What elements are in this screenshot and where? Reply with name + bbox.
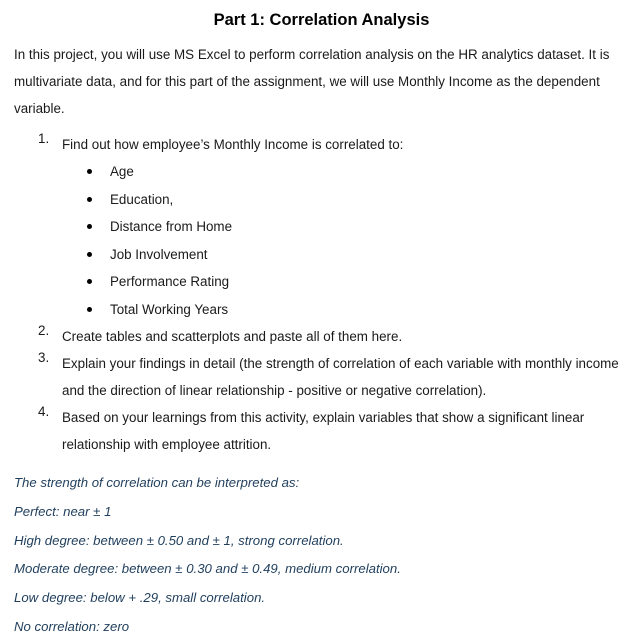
interpretation-level: Moderate degree: between ± 0.30 and ± 0.49, medium correlation.	[14, 561, 401, 577]
list-item-line: Explain your findings in detail (the strength of correlation of each variable with monthly income	[62, 356, 619, 371]
bullet-list	[0, 158, 643, 323]
list-number: 4.	[38, 404, 50, 419]
bullet-icon	[87, 169, 92, 174]
bullet-item	[0, 241, 643, 269]
interpretation-level: High degree: between ± 0.50 and ± 1, strong correlation.	[14, 532, 344, 548]
page-title: Part 1: Correlation Analysis	[213, 11, 430, 29]
interpretation-level: No correlation: zero	[14, 618, 130, 634]
list-number: 1.	[38, 131, 50, 146]
list-item-text	[62, 323, 643, 350]
list-item	[0, 131, 643, 323]
intro-line: variable.	[14, 101, 65, 116]
interpretation-level: Low degree: below + .29, small correlation.	[14, 590, 266, 606]
list-item	[0, 350, 643, 404]
list-number: 2.	[38, 323, 50, 338]
bullet-text: Distance from Home	[110, 219, 233, 234]
bullet-text: Performance Rating	[110, 274, 230, 289]
bullet-icon	[87, 224, 92, 229]
list-number: 3.	[38, 350, 50, 365]
list-item-line: relationship with employee attrition.	[62, 437, 272, 452]
intro-paragraph	[14, 41, 636, 122]
bullet-icon	[87, 279, 92, 284]
bullet-icon	[87, 197, 92, 202]
list-item-line: Based on your learnings from this activity, explain variables that show a significant linear	[62, 410, 585, 425]
bullet-icon	[87, 252, 92, 257]
bullet-text: Education,	[110, 191, 174, 207]
list-item-text	[62, 350, 643, 404]
bullet-item	[0, 186, 643, 214]
correlation-interpretation	[14, 469, 636, 642]
bullet-text: Job Involvement	[110, 246, 208, 262]
numbered-list	[0, 131, 643, 458]
bullet-text: Age	[110, 164, 134, 179]
list-item-line: Find out how employee’s Monthly Income is correlated to:	[62, 137, 404, 152]
bullet-item	[0, 213, 643, 241]
intro-line: multivariate data, and for this part of the assignment, we will use Monthly Income as the dependent	[14, 74, 600, 89]
list-item-line: Create tables and scatterplots and paste all of them here.	[62, 329, 403, 344]
interpretation-level: Perfect: near ± 1	[14, 503, 112, 519]
list-item	[0, 404, 643, 458]
bullet-icon	[87, 307, 92, 312]
bullet-item	[0, 158, 643, 186]
bullet-text: Total Working Years	[110, 301, 229, 317]
list-item-text	[62, 404, 643, 458]
interpretation-heading: The strength of correlation can be interpreted as:	[14, 475, 300, 490]
list-item-line: and the direction of linear relationship - positive or negative correlation).	[62, 383, 487, 398]
intro-line: In this project, you will use MS Excel to perform correlation analysis on the HR analytics dataset. It is	[14, 47, 610, 62]
bullet-item	[0, 268, 643, 296]
list-item-text	[62, 131, 643, 158]
bullet-item	[0, 296, 643, 324]
list-item	[0, 323, 643, 350]
